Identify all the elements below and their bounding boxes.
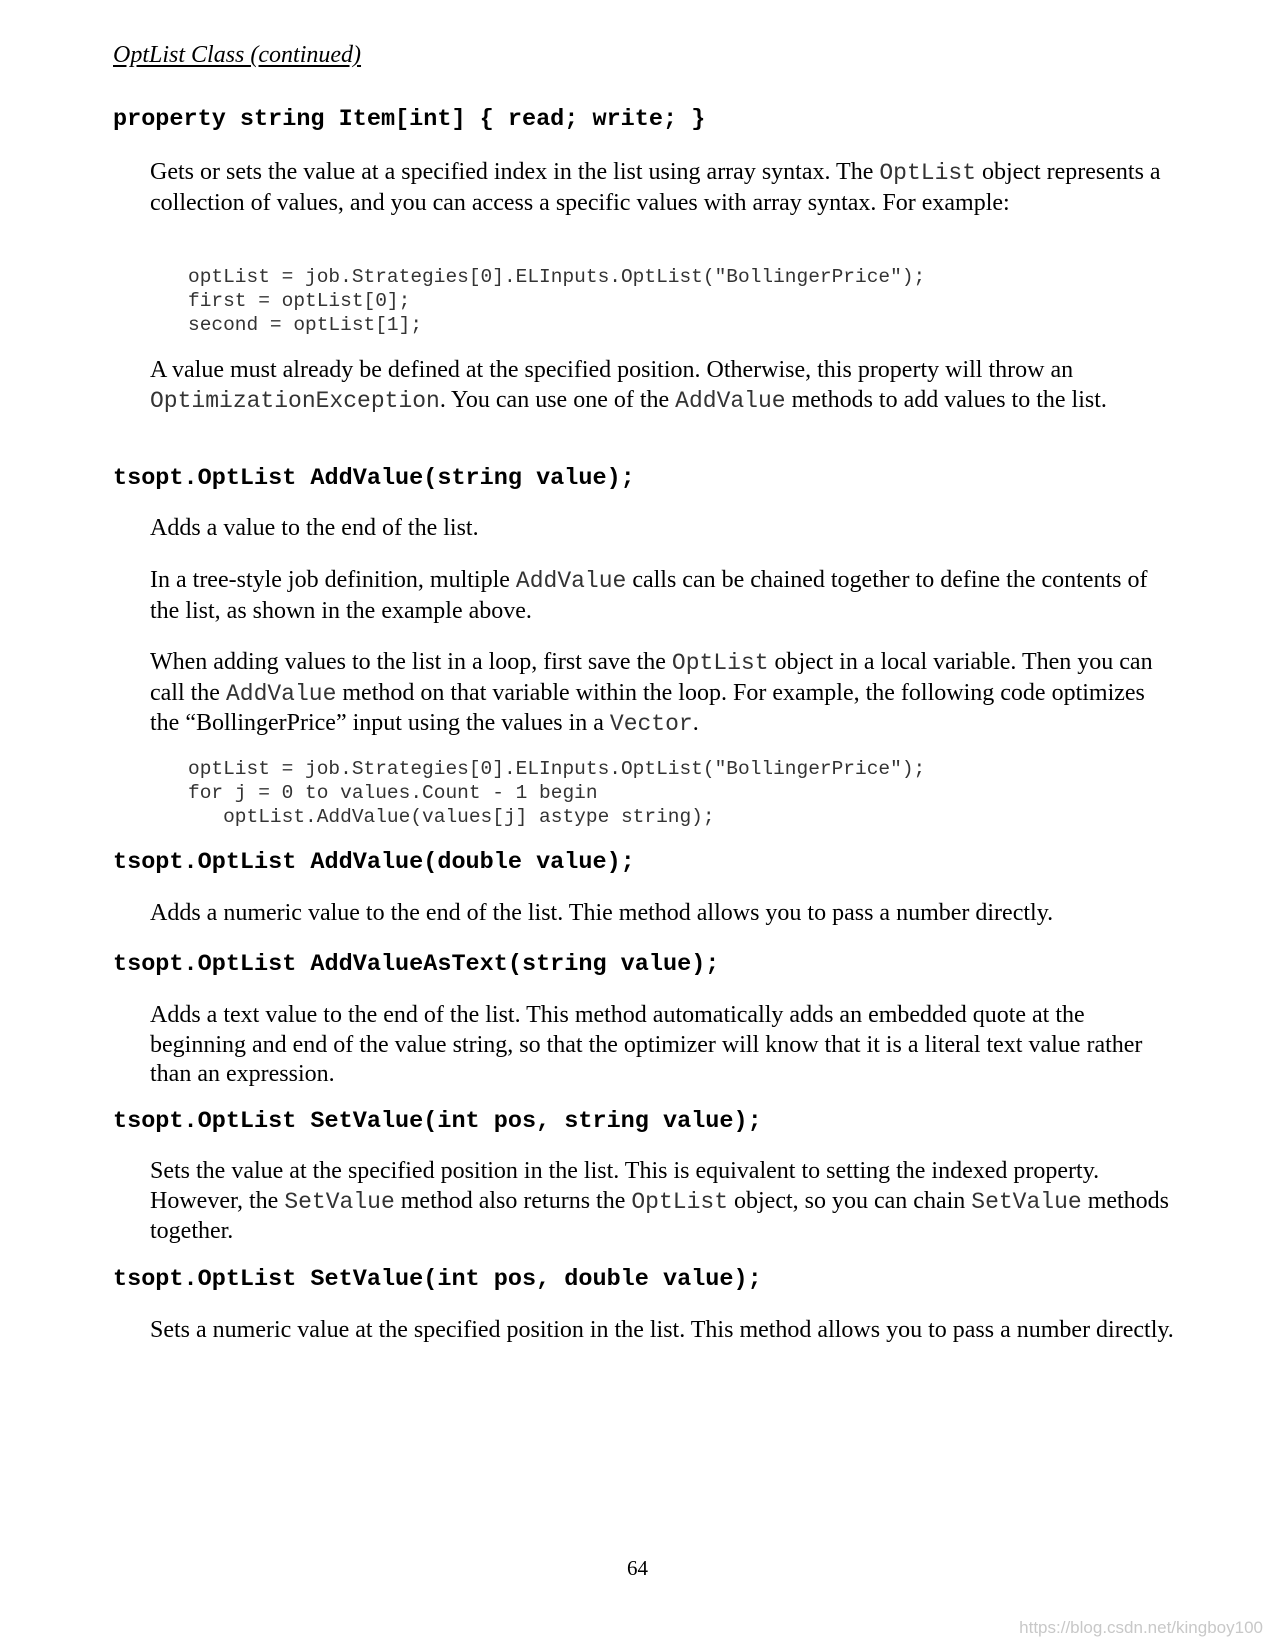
code-line: optList = job.Strategies[0].ELInputs.OptList("BollingerPrice"); — [188, 758, 926, 780]
addvalue-double-description: Adds a numeric value to the end of the list. Thie method allows you to pass a number directly. — [150, 900, 1054, 926]
page-header: OptList Class (continued) — [113, 42, 362, 68]
text-run: Gets or sets the value at a specified index in the list using array syntax. The — [150, 159, 880, 185]
code-line: second = optList[1]; — [188, 314, 423, 336]
text-run: object represents a collection of values, and you can access a specific values with array syntax. For example: — [150, 159, 1161, 216]
setvalue-string-description — [150, 1157, 1180, 1247]
addvalue-loop-description — [150, 648, 1180, 740]
text-run: When adding values to the list in a loop, first save the — [150, 649, 672, 675]
code-term: Vector — [609, 711, 693, 737]
text-run: A value must already be defined at the specified position. Otherwise, this property will throw an — [150, 357, 1074, 383]
text-run: . You can use one of the — [439, 386, 676, 413]
setvalue-double-signature: tsopt.OptList SetValue(int pos, double value); — [113, 1266, 762, 1293]
item-code-example — [188, 265, 925, 337]
item-property-description — [150, 158, 1180, 218]
text-run: method also returns the — [394, 1187, 632, 1214]
page-number: 64 — [627, 1556, 648, 1580]
setvalue-string-signature: tsopt.OptList SetValue(int pos, string value); — [113, 1108, 762, 1135]
code-term: AddValue — [225, 680, 337, 707]
code-line: optList = job.Strategies[0].ELInputs.OptList("BollingerPrice"); — [188, 266, 926, 288]
addvalueastext-signature: tsopt.OptList AddValueAsText(string value); — [113, 951, 720, 978]
setvalue-double-description: Sets a numeric value at the specified position in the list. This method allows you to pass a number directly. — [150, 1317, 1174, 1343]
loop-code-example — [188, 757, 925, 829]
addvalue-double-signature: tsopt.OptList AddValue(double value); — [113, 849, 635, 876]
code-line: first = optList[0]; — [188, 290, 411, 312]
code-term: AddValue — [675, 387, 786, 414]
code-line: optList.AddValue(values[j] astype string); — [188, 806, 715, 828]
text-run: method on that variable within the loop. For example, the following code optimizes the “BollingerPrice” input using the values in a — [150, 679, 1145, 736]
text-run: In a tree-style job definition, multiple — [150, 567, 516, 593]
text-run: . — [692, 710, 699, 736]
code-term: OptList — [631, 1188, 728, 1215]
addvalue-string-signature: tsopt.OptList AddValue(string value); — [113, 465, 635, 492]
text-run: calls can be chained together to define the contents of the list, as shown in the example above. — [150, 567, 1148, 624]
item-property-note — [150, 356, 1180, 416]
code-term: AddValue — [515, 568, 627, 594]
text-run: methods together. — [150, 1187, 1170, 1244]
code-line: for j = 0 to values.Count - 1 begin — [188, 782, 598, 804]
text-run: object in a local variable. Then you can call the — [150, 649, 1153, 706]
code-term: SetValue — [971, 1188, 1082, 1215]
code-term: OptimizationException — [150, 387, 440, 414]
text-run: Sets the value at the specified position in the list. This is equivalent to setting the indexed property. However, the — [150, 1158, 1100, 1214]
code-term: SetValue — [284, 1188, 395, 1215]
watermark: https://blog.csdn.net/kingboy100 — [1019, 1618, 1263, 1637]
code-term: OptList — [671, 650, 769, 676]
code-term: OptList — [879, 160, 976, 186]
text-run: object, so you can chain — [728, 1187, 972, 1214]
text-run: methods to add values to the list. — [785, 386, 1107, 413]
item-property-signature: property string Item[int] { read; write; } — [113, 106, 706, 133]
addvalueastext-description: Adds a text value to the end of the list. This method automatically adds an embedded quote at the beginning and end of the value string, so that the optimizer will know that it is a literal text value rather than an expression. — [150, 1002, 1143, 1087]
addvalue-tree-description — [150, 566, 1180, 626]
addvalue-string-description: Adds a value to the end of the list. — [150, 515, 479, 541]
